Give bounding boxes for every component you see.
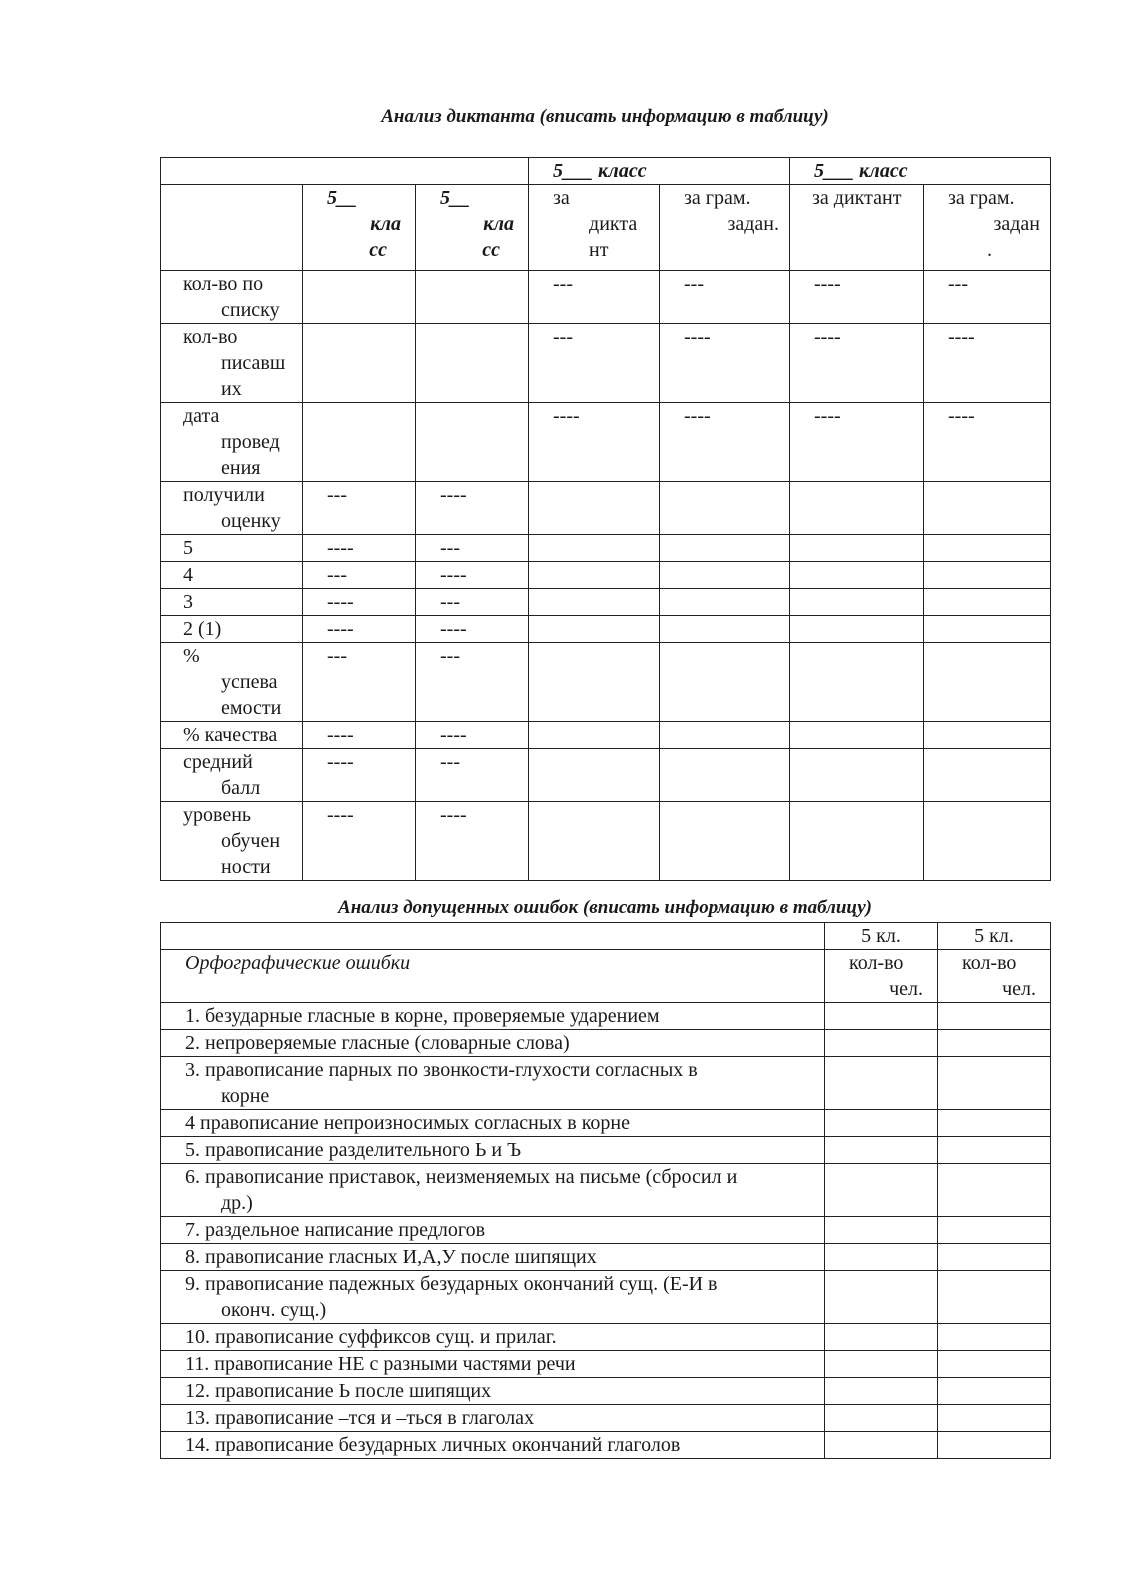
class-header-a: 5___ класс — [529, 158, 790, 185]
error-description: 9. правописание падежных безударных окончаний сущ. (Е-И в оконч. сущ.) — [161, 1271, 825, 1324]
errors-class-a: 5 кл. — [825, 923, 938, 950]
table-row — [161, 403, 1051, 482]
table-row — [161, 802, 1051, 881]
error-row — [161, 1057, 1051, 1110]
table-row — [161, 535, 1051, 562]
table-cell — [660, 749, 790, 802]
error-description: 4 правописание непроизносимых согласных в корне — [161, 1110, 825, 1137]
row-label: % качества — [161, 722, 303, 749]
table-cell — [660, 616, 790, 643]
table-cell: ---- — [529, 403, 660, 482]
row-label: 5 — [161, 535, 303, 562]
error-description: 8. правописание гласных И,А,У после шипящих — [161, 1244, 825, 1271]
count-cell — [825, 1137, 938, 1164]
table-row — [161, 589, 1051, 616]
table-cell: ---- — [303, 722, 416, 749]
count-cell — [938, 1271, 1051, 1324]
table-cell — [660, 535, 790, 562]
error-row — [161, 1137, 1051, 1164]
table-cell — [924, 589, 1051, 616]
count-cell — [825, 1378, 938, 1405]
count-cell — [938, 1110, 1051, 1137]
count-cell — [825, 1030, 938, 1057]
table-row — [161, 749, 1051, 802]
table-cell: --- — [416, 589, 529, 616]
table-cell — [529, 589, 660, 616]
table-cell — [790, 589, 924, 616]
table-cell: ---- — [790, 324, 924, 403]
table-cell: ---- — [924, 403, 1051, 482]
table-cell: ---- — [790, 403, 924, 482]
spelling-errors-heading: Орфографические ошибки — [161, 950, 825, 1003]
table-row — [161, 562, 1051, 589]
error-description: 7. раздельное написание предлогов — [161, 1217, 825, 1244]
errors-class-b: 5 кл. — [938, 923, 1051, 950]
row-label: 2 (1) — [161, 616, 303, 643]
table-cell — [790, 535, 924, 562]
table-cell — [924, 749, 1051, 802]
table-cell: ---- — [660, 403, 790, 482]
error-description: 12. правописание Ь после шипящих — [161, 1378, 825, 1405]
table-cell — [529, 802, 660, 881]
dictation-analysis-table — [160, 157, 1051, 881]
count-cell — [825, 1351, 938, 1378]
error-row — [161, 1164, 1051, 1217]
table-cell — [416, 271, 529, 324]
table-cell — [529, 562, 660, 589]
count-cell — [938, 1378, 1051, 1405]
row-label: уровень обучен ности — [161, 802, 303, 881]
error-row — [161, 1244, 1051, 1271]
table-cell — [924, 802, 1051, 881]
count-cell — [938, 1164, 1051, 1217]
count-cell — [938, 1217, 1051, 1244]
row-label: средний балл — [161, 749, 303, 802]
table-cell — [529, 616, 660, 643]
error-row — [161, 1351, 1051, 1378]
subheader-grammar-a: за грам. задан. — [660, 185, 790, 271]
count-cell — [938, 1244, 1051, 1271]
class-header-b: 5___ класс — [790, 158, 1051, 185]
table-cell: --- — [416, 643, 529, 722]
table-cell — [303, 403, 416, 482]
error-row — [161, 1003, 1051, 1030]
error-description: 5. правописание разделительного Ь и Ъ — [161, 1137, 825, 1164]
table-row — [161, 643, 1051, 722]
table-row — [161, 616, 1051, 643]
dictation-analysis-title: Анализ диктанта (вписать информацию в таблицу) — [381, 106, 829, 127]
count-cell — [938, 1057, 1051, 1110]
error-row — [161, 1271, 1051, 1324]
count-cell — [825, 1217, 938, 1244]
errors-count-b: кол-во чел. — [938, 950, 1051, 1003]
table-cell: ---- — [416, 802, 529, 881]
table-cell: ---- — [303, 802, 416, 881]
table-row — [161, 324, 1051, 403]
count-cell — [938, 1432, 1051, 1459]
error-description: 14. правописание безударных личных окончаний глаголов — [161, 1432, 825, 1459]
row-label: 3 — [161, 589, 303, 616]
count-cell — [938, 1003, 1051, 1030]
error-row — [161, 1432, 1051, 1459]
table-cell: --- — [660, 271, 790, 324]
error-description: 1. безударные гласные в корне, проверяемые ударением — [161, 1003, 825, 1030]
error-row — [161, 1324, 1051, 1351]
row-label: получили оценку — [161, 482, 303, 535]
table-cell — [660, 562, 790, 589]
table-cell — [790, 482, 924, 535]
table-cell — [790, 643, 924, 722]
table-cell: --- — [924, 271, 1051, 324]
table-row — [161, 722, 1051, 749]
table-cell — [660, 643, 790, 722]
table-cell — [924, 643, 1051, 722]
row-label: кол-во писавш их — [161, 324, 303, 403]
count-cell — [825, 1432, 938, 1459]
table-cell — [529, 643, 660, 722]
subheader-grammar-b: за грам. задан . — [924, 185, 1051, 271]
table-cell: --- — [303, 643, 416, 722]
count-cell — [825, 1271, 938, 1324]
error-row — [161, 1378, 1051, 1405]
table-cell — [790, 749, 924, 802]
count-cell — [825, 1110, 938, 1137]
table-cell: ---- — [416, 482, 529, 535]
subheader-dictation-b: за диктант — [790, 185, 924, 271]
errors-header-empty — [161, 923, 825, 950]
count-cell — [825, 1405, 938, 1432]
count-cell — [938, 1324, 1051, 1351]
row-label: дата провед ения — [161, 403, 303, 482]
table-cell — [660, 722, 790, 749]
table-cell: --- — [416, 749, 529, 802]
count-cell — [825, 1003, 938, 1030]
errors-subheader-row — [161, 950, 1051, 1003]
count-cell — [825, 1164, 938, 1217]
table-cell — [790, 722, 924, 749]
table-cell — [924, 616, 1051, 643]
table-cell — [529, 482, 660, 535]
table-cell — [924, 482, 1051, 535]
subheader-class-1: 5__ кла сс — [303, 185, 416, 271]
subheader-dictation-a: за дикта нт — [529, 185, 660, 271]
error-row — [161, 1030, 1051, 1057]
error-row — [161, 1217, 1051, 1244]
error-description: 13. правописание –тся и –ться в глаголах — [161, 1405, 825, 1432]
table-cell — [529, 749, 660, 802]
error-row — [161, 1110, 1051, 1137]
table-cell: ---- — [416, 562, 529, 589]
table-cell — [924, 722, 1051, 749]
class-header-row — [161, 158, 1051, 185]
table-cell: --- — [529, 324, 660, 403]
errors-count-a: кол-во чел. — [825, 950, 938, 1003]
empty-header-cell — [161, 158, 529, 185]
row-label: кол-во по списку — [161, 271, 303, 324]
error-description: 10. правописание суффиксов сущ. и прилаг. — [161, 1324, 825, 1351]
table-cell — [303, 324, 416, 403]
row-label: % успева емости — [161, 643, 303, 722]
count-cell — [938, 1030, 1051, 1057]
error-description: 6. правописание приставок, неизменяемых на письме (сбросил и др.) — [161, 1164, 825, 1217]
table-cell: --- — [416, 535, 529, 562]
table-cell: --- — [303, 482, 416, 535]
table-cell: ---- — [303, 589, 416, 616]
table-row — [161, 271, 1051, 324]
errors-class-header-row — [161, 923, 1051, 950]
table-cell — [790, 616, 924, 643]
errors-analysis-table — [160, 922, 1051, 1459]
table-cell: --- — [303, 562, 416, 589]
table-cell — [924, 535, 1051, 562]
table-cell: ---- — [416, 616, 529, 643]
row-label: 4 — [161, 562, 303, 589]
error-row — [161, 1405, 1051, 1432]
errors-analysis-title: Анализ допущенных ошибок (вписать информацию в таблицу) — [338, 897, 872, 918]
table-cell — [529, 535, 660, 562]
table-cell — [303, 271, 416, 324]
table-cell: ---- — [660, 324, 790, 403]
subheader-row — [161, 185, 1051, 271]
table-cell — [416, 403, 529, 482]
table-cell — [790, 562, 924, 589]
error-description: 2. непроверяемые гласные (словарные слова) — [161, 1030, 825, 1057]
error-description: 3. правописание парных по звонкости-глухости согласных в корне — [161, 1057, 825, 1110]
table-cell — [660, 482, 790, 535]
count-cell — [938, 1137, 1051, 1164]
table-cell: ---- — [416, 722, 529, 749]
count-cell — [938, 1351, 1051, 1378]
table-cell — [660, 589, 790, 616]
subheader-empty — [161, 185, 303, 271]
count-cell — [825, 1244, 938, 1271]
table-cell — [790, 802, 924, 881]
table-cell: ---- — [303, 616, 416, 643]
count-cell — [825, 1324, 938, 1351]
table-cell — [529, 722, 660, 749]
subheader-class-2: 5__ кла сс — [416, 185, 529, 271]
table-cell: ---- — [790, 271, 924, 324]
table-row — [161, 482, 1051, 535]
count-cell — [938, 1405, 1051, 1432]
table-cell — [416, 324, 529, 403]
table-cell — [924, 562, 1051, 589]
table-cell: ---- — [303, 749, 416, 802]
table-cell — [660, 802, 790, 881]
table-cell: ---- — [924, 324, 1051, 403]
count-cell — [825, 1057, 938, 1110]
table-cell: --- — [529, 271, 660, 324]
error-description: 11. правописание НЕ с разными частями речи — [161, 1351, 825, 1378]
table-cell: ---- — [303, 535, 416, 562]
